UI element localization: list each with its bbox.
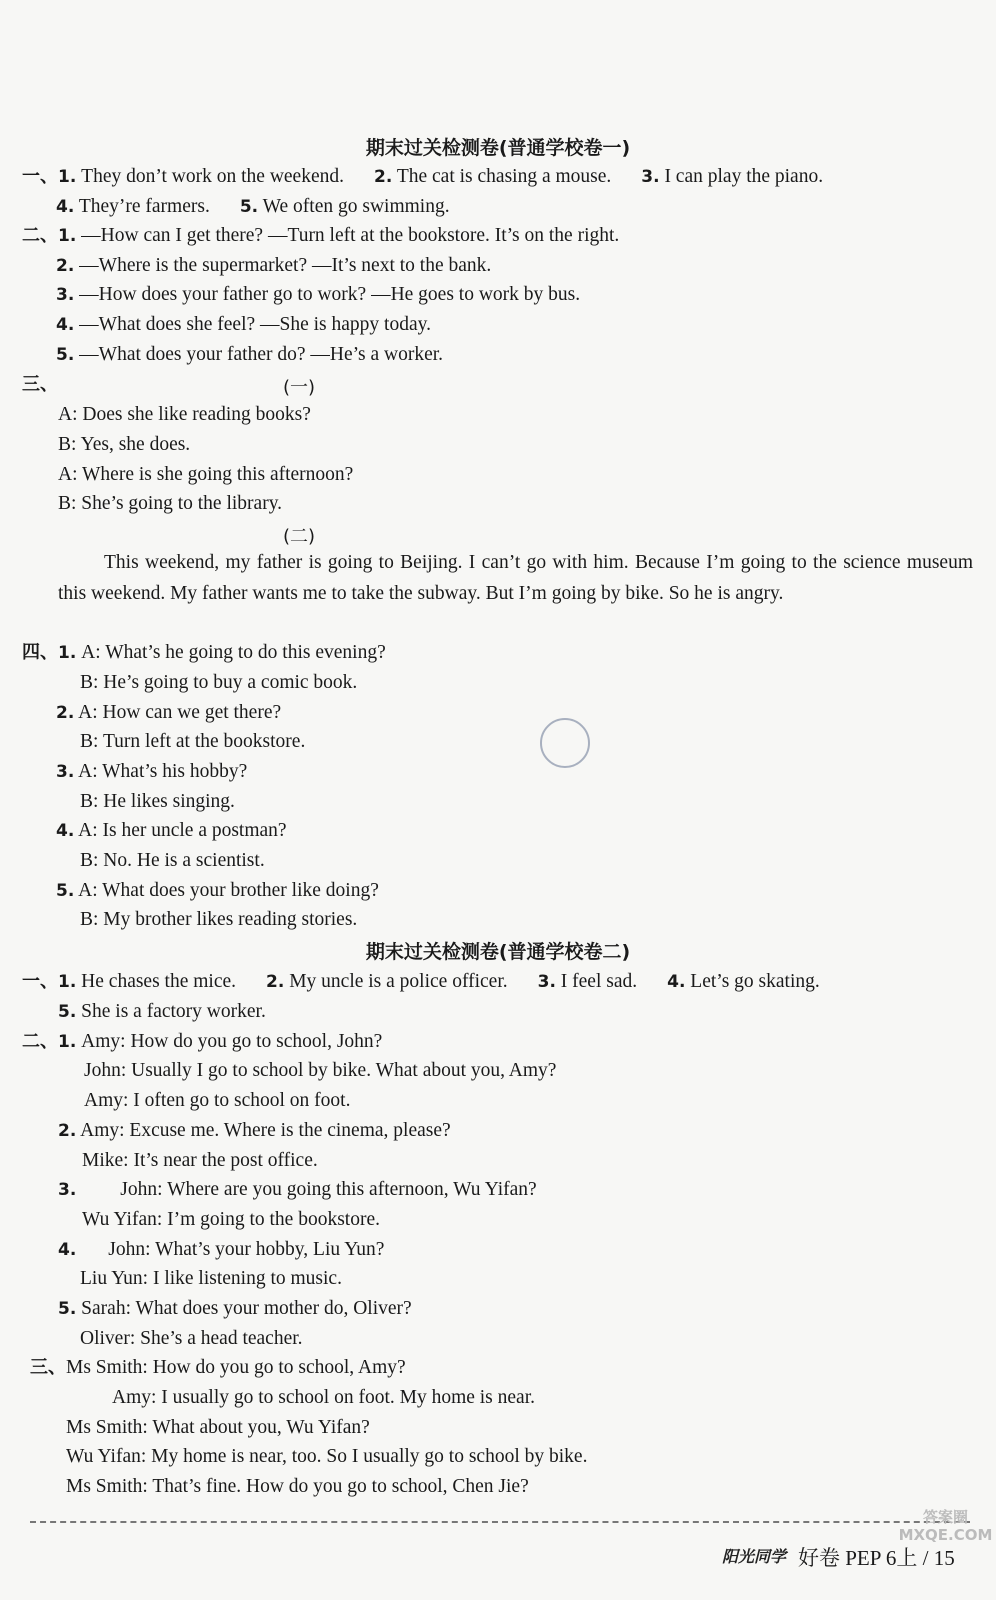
dialog-line: B: My brother likes reading stories. <box>80 909 358 930</box>
test1-q2-item3 <box>56 283 580 307</box>
test1-q2-item2 <box>56 254 491 278</box>
dialog-line: Amy: How do you go to school, John? <box>81 1031 383 1052</box>
dialog-line: A: How can we get there? <box>78 702 282 723</box>
answer-text: I can play the piano. <box>664 166 824 187</box>
item-number: 3. <box>58 1180 77 1200</box>
answer-text: —How does your father go to work? —He goes to work by bus. <box>79 284 581 305</box>
item-number: 1. <box>58 226 77 246</box>
test1-q3-subheading-2: (二) <box>283 526 316 547</box>
section-mark: 二、 <box>22 1031 58 1052</box>
test2-q2-item2 <box>58 1119 451 1143</box>
answer-text: Let’s go skating. <box>690 971 820 992</box>
test2-q1-row2 <box>58 1000 266 1024</box>
stamp-icon <box>540 718 590 768</box>
dialog-line: Amy: I often go to school on foot. <box>84 1090 351 1111</box>
dialog-line: John: Usually I go to school by bike. What about you, Amy? <box>84 1060 557 1081</box>
dialog-line: B: She’s going to the library. <box>58 493 283 514</box>
test1-q4-item5 <box>56 879 379 903</box>
dialog-line: Wu Yifan: I’m going to the bookstore. <box>82 1209 380 1230</box>
test1-q1-row1 <box>22 165 823 189</box>
item-number: 4. <box>56 821 75 841</box>
item-number: 3. <box>56 762 75 782</box>
dialog-line: Wu Yifan: My home is near, too. So I usually go to school by bike. <box>66 1446 588 1467</box>
dialog-line: Liu Yun: I like listening to music. <box>80 1268 342 1289</box>
item-number: 4. <box>56 197 75 217</box>
test2-title: 期末过关检测卷(普通学校卷二) <box>365 941 631 963</box>
test1-q3-subheading-1: (一) <box>283 377 316 398</box>
brand-logo: 阳光同学 <box>722 1547 787 1566</box>
section-mark: 三、 <box>22 374 58 395</box>
test1-q4-item2 <box>56 701 281 725</box>
dialog-line: Mike: It’s near the post office. <box>82 1150 318 1171</box>
test1-q4-item3 <box>56 760 247 784</box>
page-footer-text: 好卷 PEP 6上 / 15 <box>798 1546 955 1570</box>
dialog-line: Sarah: What does your mother do, Oliver? <box>81 1298 412 1319</box>
item-number: 2. <box>56 256 75 276</box>
test2-q3-line1 <box>30 1356 406 1380</box>
item-number: 1. <box>58 972 77 992</box>
item-number: 5. <box>239 197 259 217</box>
answer-text: —Where is the supermarket? —It’s next to the bank. <box>79 255 492 276</box>
test1-q4-item1 <box>22 641 386 665</box>
item-number: 5. <box>58 1299 77 1319</box>
item-number: 4. <box>667 972 686 992</box>
answer-text: She is a factory worker. <box>81 1001 266 1022</box>
test2-q2-item4 <box>58 1238 384 1262</box>
dialog-line: B: Turn left at the bookstore. <box>80 731 306 752</box>
section-mark: 一、 <box>22 166 58 187</box>
item-number: 2. <box>266 972 285 992</box>
dialog-line: John: Where are you going this afternoon, Wu Yifan? <box>120 1179 537 1200</box>
dialog-line: A: Is her uncle a postman? <box>78 820 287 841</box>
dialog-line: B: He’s going to buy a comic book. <box>80 672 358 693</box>
item-number: 5. <box>56 881 75 901</box>
answer-text: We often go swimming. <box>262 196 450 217</box>
passage-text: This weekend, my father is going to Beijing. I can’t go with him. Because I’m going to the science museum this weekend. My father wants me to take the subway. But I’m going by bike. So he is angry. <box>58 552 973 604</box>
item-number: 3. <box>641 167 660 187</box>
answer-text: —What does your father do? —He’s a worker. <box>79 344 444 365</box>
test1-q4-item4 <box>56 819 287 843</box>
dialog-line: B: He likes singing. <box>80 791 235 812</box>
item-number: 3. <box>56 285 75 305</box>
section-mark: 二、 <box>22 225 58 246</box>
test1-q2-item1 <box>22 224 619 248</box>
test1-q3-passage <box>58 547 973 609</box>
answer-text: —How can I get there? —Turn left at the bookstore. It’s on the right. <box>81 225 620 246</box>
dialog-line: B: No. He is a scientist. <box>80 850 265 871</box>
dialog-line: A: Where is she going this afternoon? <box>58 464 354 485</box>
section-mark: 四、 <box>22 642 58 663</box>
test1-q3-mark <box>22 373 58 397</box>
item-number: 1. <box>58 1032 77 1052</box>
item-number: 5. <box>56 345 75 365</box>
test1-q2-item5 <box>56 343 443 367</box>
test2-q2-item1 <box>22 1030 382 1054</box>
item-number: 2. <box>374 167 393 187</box>
dialog-line: Oliver: She’s a head teacher. <box>80 1328 303 1349</box>
test1-q1-row2 <box>56 195 450 219</box>
dialog-line: Amy: Excuse me. Where is the cinema, please? <box>80 1120 451 1141</box>
section-mark: 一、 <box>22 971 58 992</box>
dialog-line: B: Yes, she does. <box>58 434 191 455</box>
item-number: 5. <box>58 1002 77 1022</box>
test1-title: 期末过关检测卷(普通学校卷一) <box>365 137 631 159</box>
item-number: 4. <box>56 315 75 335</box>
item-number: 3. <box>537 972 556 992</box>
answer-text: They’re farmers. <box>78 196 210 217</box>
dialog-line: A: What does your brother like doing? <box>78 880 379 901</box>
test1-q2-item4 <box>56 313 431 337</box>
item-number: 4. <box>58 1240 77 1260</box>
answer-text: —What does she feel? —She is happy today. <box>79 314 431 335</box>
answer-text: My uncle is a police officer. <box>289 971 508 992</box>
dialog-line: Amy: I usually go to school on foot. My home is near. <box>112 1387 536 1408</box>
item-number: 1. <box>58 643 77 663</box>
dialog-line: Ms Smith: How do you go to school, Amy? <box>66 1357 406 1378</box>
section-mark: 三、 <box>30 1357 66 1378</box>
footer-divider <box>30 1521 970 1523</box>
item-number: 1. <box>58 167 77 187</box>
dialog-line: Ms Smith: What about you, Wu Yifan? <box>66 1417 370 1438</box>
watermark-logo: 答案圈 MXQE.COM <box>898 1508 993 1544</box>
dialog-line: Ms Smith: That’s fine. How do you go to school, Chen Jie? <box>66 1476 529 1497</box>
test2-q2-item5 <box>58 1297 412 1321</box>
item-number: 2. <box>58 1121 77 1141</box>
dialog-line: A: Does she like reading books? <box>58 404 311 425</box>
answer-text: The cat is chasing a mouse. <box>396 166 612 187</box>
item-number: 2. <box>56 703 75 723</box>
answer-text: He chases the mice. <box>81 971 237 992</box>
dialog-line: John: What’s your hobby, Liu Yun? <box>108 1239 385 1260</box>
dialog-line: A: What’s he going to do this evening? <box>81 642 386 663</box>
answer-text: They don’t work on the weekend. <box>81 166 344 187</box>
test2-q2-item3 <box>58 1178 537 1202</box>
answer-text: I feel sad. <box>560 971 638 992</box>
test2-q1-row1 <box>22 970 820 994</box>
dialog-line: A: What’s his hobby? <box>78 761 248 782</box>
